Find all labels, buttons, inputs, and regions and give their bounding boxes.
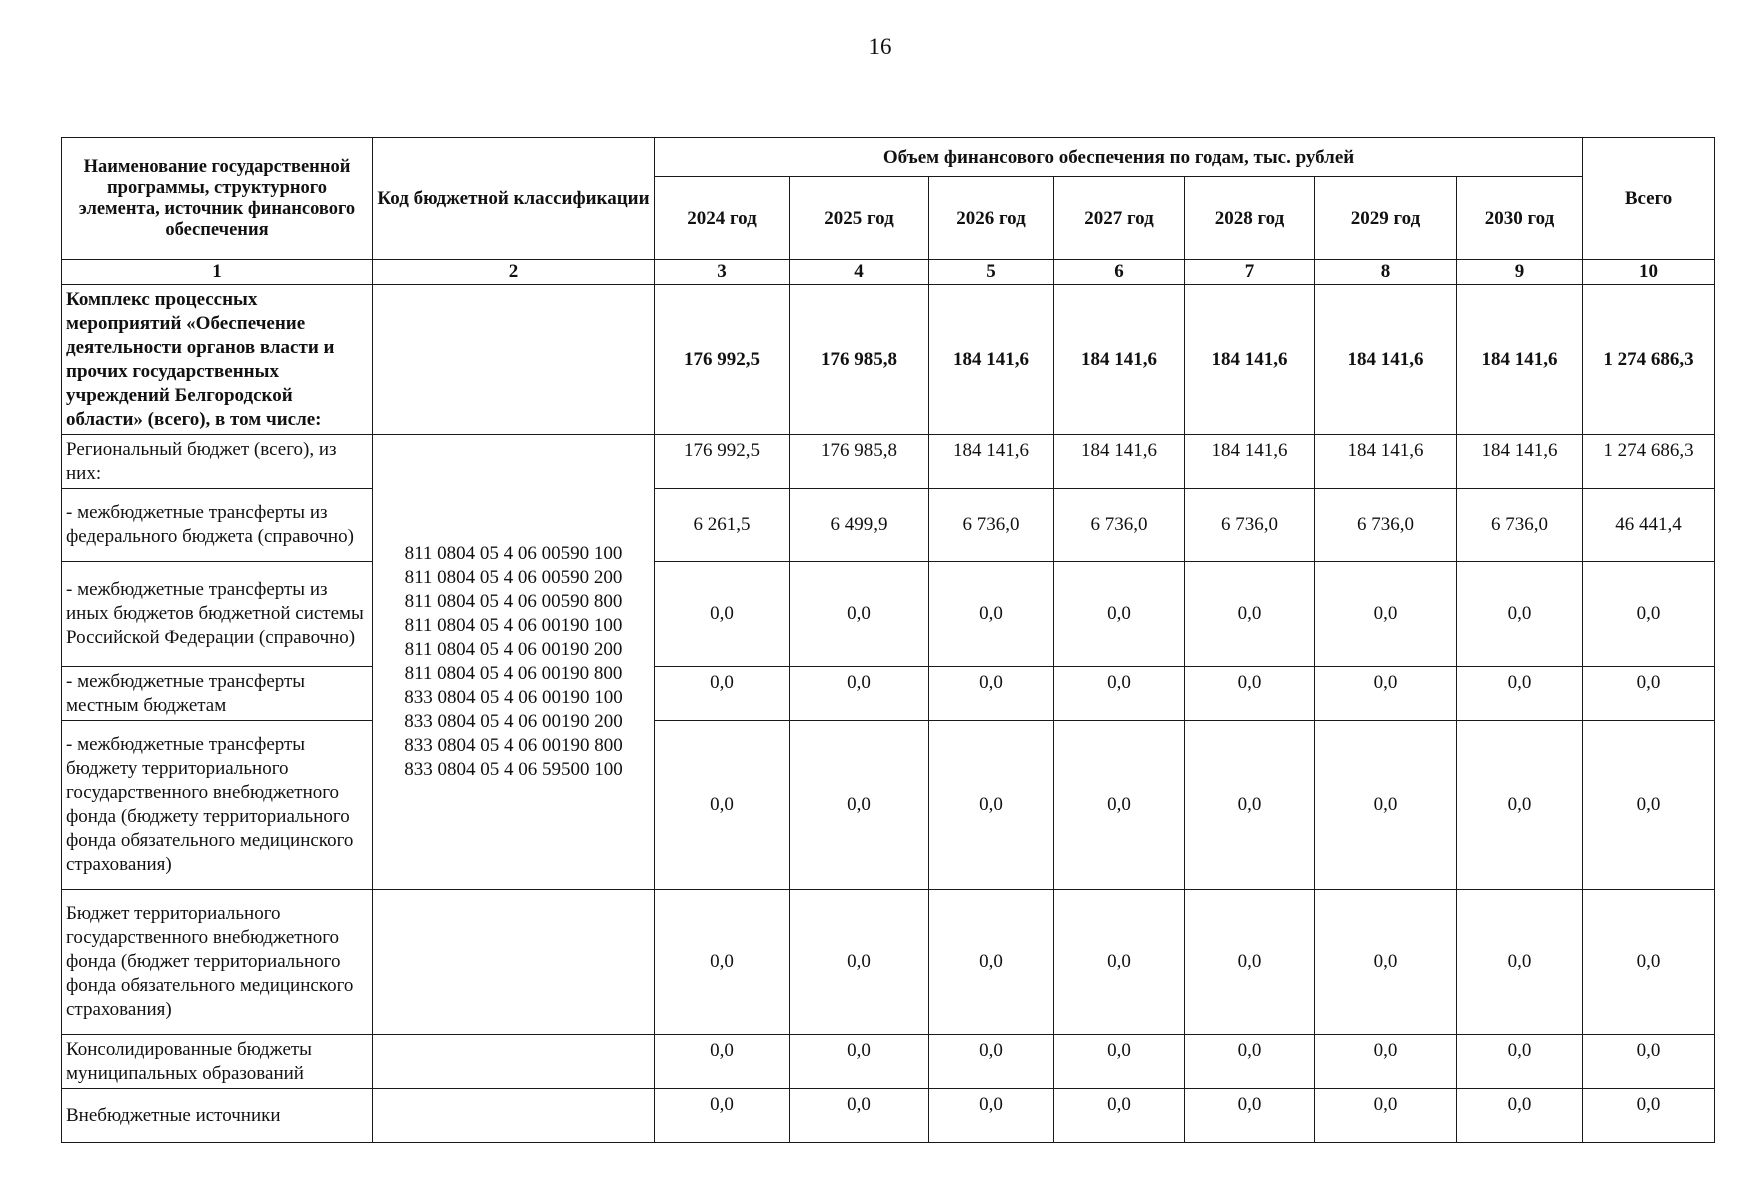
value-2029: 6 736,0 — [1315, 489, 1457, 562]
row-name: - межбюджетные трансферты из иных бюджетов бюджетной системы Российской Федерации (справочно) — [62, 562, 373, 667]
value-2024: 176 992,5 — [655, 285, 790, 435]
value-2027: 0,0 — [1054, 890, 1185, 1035]
value-2028: 184 141,6 — [1185, 435, 1315, 489]
row-name: Консолидированные бюджеты муниципальных образований — [62, 1035, 373, 1089]
value-2025: 0,0 — [790, 667, 929, 721]
column-number: 8 — [1315, 260, 1457, 285]
budget-codes-cell — [373, 435, 655, 890]
table-row-extrabudgetary-sources — [62, 1089, 1715, 1143]
value-2024: 0,0 — [655, 1035, 790, 1089]
table-row-federal-transfers — [62, 489, 1715, 562]
value-2027: 0,0 — [1054, 562, 1185, 667]
header-year-2029: 2029 год — [1315, 177, 1457, 260]
header-volume: Объем финансового обеспечения по годам, тыс. рублей — [655, 138, 1583, 177]
value-total: 0,0 — [1583, 1035, 1715, 1089]
value-2026: 0,0 — [929, 890, 1054, 1035]
value-2028: 0,0 — [1185, 562, 1315, 667]
column-number: 4 — [790, 260, 929, 285]
header-year-2024: 2024 год — [655, 177, 790, 260]
value-2028: 0,0 — [1185, 890, 1315, 1035]
value-2030: 184 141,6 — [1457, 285, 1583, 435]
value-2026: 184 141,6 — [929, 285, 1054, 435]
value-2026: 0,0 — [929, 721, 1054, 890]
value-2026: 0,0 — [929, 562, 1054, 667]
value-2025: 176 985,8 — [790, 285, 929, 435]
value-2027: 0,0 — [1054, 667, 1185, 721]
value-2024: 6 261,5 — [655, 489, 790, 562]
column-number-row — [62, 260, 1715, 285]
value-2029: 0,0 — [1315, 1089, 1457, 1143]
value-total: 0,0 — [1583, 1089, 1715, 1143]
value-2027: 0,0 — [1054, 1089, 1185, 1143]
row-name: Бюджет территориального государственного внебюджетного фонда (бюджет территориального фонда обязательного медицинского страхования) — [62, 890, 373, 1035]
budget-code: 811 0804 05 4 06 00590 100 — [404, 543, 623, 564]
value-total: 0,0 — [1583, 721, 1715, 890]
value-total: 0,0 — [1583, 890, 1715, 1035]
budget-code: 833 0804 05 4 06 00190 200 — [404, 711, 623, 732]
value-2025: 0,0 — [790, 1089, 929, 1143]
value-2024: 0,0 — [655, 562, 790, 667]
table-row-territorial-fund-budget — [62, 890, 1715, 1035]
budget-code: 811 0804 05 4 06 00190 800 — [404, 663, 623, 684]
code-cell-empty — [373, 1035, 655, 1089]
table-row-regional-budget — [62, 435, 1715, 489]
value-2030: 0,0 — [1457, 890, 1583, 1035]
budget-code: 811 0804 05 4 06 00590 200 — [404, 567, 623, 588]
value-2025: 6 499,9 — [790, 489, 929, 562]
budget-code: 833 0804 05 4 06 00190 800 — [404, 735, 623, 756]
value-2030: 0,0 — [1457, 1035, 1583, 1089]
column-number: 7 — [1185, 260, 1315, 285]
value-2027: 0,0 — [1054, 721, 1185, 890]
column-number: 9 — [1457, 260, 1583, 285]
header-row-1 — [62, 138, 1715, 177]
value-2026: 6 736,0 — [929, 489, 1054, 562]
value-2024: 0,0 — [655, 1089, 790, 1143]
value-2027: 0,0 — [1054, 1035, 1185, 1089]
value-total: 1 274 686,3 — [1583, 285, 1715, 435]
value-2030: 0,0 — [1457, 721, 1583, 890]
value-2027: 6 736,0 — [1054, 489, 1185, 562]
budget-code: 833 0804 05 4 06 00190 100 — [404, 687, 623, 708]
value-2029: 0,0 — [1315, 1035, 1457, 1089]
column-number: 1 — [62, 260, 373, 285]
value-2028: 0,0 — [1185, 1089, 1315, 1143]
header-year-2025: 2025 год — [790, 177, 929, 260]
budget-code: 811 0804 05 4 06 00590 800 — [404, 591, 623, 612]
value-2029: 0,0 — [1315, 562, 1457, 667]
value-2027: 184 141,6 — [1054, 435, 1185, 489]
financing-table — [61, 137, 1715, 1143]
header-year-2027: 2027 год — [1054, 177, 1185, 260]
row-name: - межбюджетные трансферты бюджету территориального государственного внебюджетного фонда (бюджету территориального фонда обязательного медицинского страхования) — [62, 721, 373, 890]
code-cell-empty — [373, 890, 655, 1035]
header-total: Всего — [1583, 138, 1715, 260]
value-2028: 0,0 — [1185, 1035, 1315, 1089]
table-row-other-budget-transfers — [62, 562, 1715, 667]
value-2024: 176 992,5 — [655, 435, 790, 489]
row-name: Внебюджетные источники — [62, 1089, 373, 1143]
row-name: Комплекс процессных мероприятий «Обеспечение деятельности органов власти и прочих государственных учреждений Белгородской области» (всего), в том числе: — [62, 285, 373, 435]
value-total: 0,0 — [1583, 667, 1715, 721]
value-2026: 0,0 — [929, 1089, 1054, 1143]
value-2030: 6 736,0 — [1457, 489, 1583, 562]
column-number: 10 — [1583, 260, 1715, 285]
value-2029: 184 141,6 — [1315, 435, 1457, 489]
page-number: 16 — [868, 34, 892, 59]
code-cell-empty — [373, 1089, 655, 1143]
value-2024: 0,0 — [655, 721, 790, 890]
header-year-2028: 2028 год — [1185, 177, 1315, 260]
value-2025: 0,0 — [790, 562, 929, 667]
value-2026: 0,0 — [929, 667, 1054, 721]
value-2029: 0,0 — [1315, 721, 1457, 890]
header-name: Наименование государственной программы, структурного элемента, источник финансового обеспечения — [62, 138, 373, 260]
value-2030: 0,0 — [1457, 667, 1583, 721]
header-year-2030: 2030 год — [1457, 177, 1583, 260]
value-total: 1 274 686,3 — [1583, 435, 1715, 489]
value-2026: 0,0 — [929, 1035, 1054, 1089]
value-2024: 0,0 — [655, 667, 790, 721]
value-total: 0,0 — [1583, 562, 1715, 667]
value-2026: 184 141,6 — [929, 435, 1054, 489]
value-2027: 184 141,6 — [1054, 285, 1185, 435]
header-code: Код бюджетной классификации — [373, 138, 655, 260]
value-2029: 0,0 — [1315, 890, 1457, 1035]
column-number: 3 — [655, 260, 790, 285]
table-header — [62, 138, 1715, 285]
value-2028: 184 141,6 — [1185, 285, 1315, 435]
value-2025: 0,0 — [790, 890, 929, 1035]
column-number: 2 — [373, 260, 655, 285]
row-name: Региональный бюджет (всего), из них: — [62, 435, 373, 489]
value-2030: 0,0 — [1457, 1089, 1583, 1143]
value-total: 46 441,4 — [1583, 489, 1715, 562]
value-2030: 0,0 — [1457, 562, 1583, 667]
header-year-2026: 2026 год — [929, 177, 1054, 260]
value-2025: 176 985,8 — [790, 435, 929, 489]
table-row-local-budget-transfers — [62, 667, 1715, 721]
value-2028: 6 736,0 — [1185, 489, 1315, 562]
table-row-complex-total — [62, 285, 1715, 435]
value-2024: 0,0 — [655, 890, 790, 1035]
value-2028: 0,0 — [1185, 721, 1315, 890]
budget-code: 811 0804 05 4 06 00190 200 — [404, 639, 623, 660]
budget-code: 833 0804 05 4 06 59500 100 — [404, 759, 623, 780]
value-2029: 0,0 — [1315, 667, 1457, 721]
value-2029: 184 141,6 — [1315, 285, 1457, 435]
column-number: 6 — [1054, 260, 1185, 285]
table-row-consolidated-budgets — [62, 1035, 1715, 1089]
value-2025: 0,0 — [790, 1035, 929, 1089]
table-row-fund-transfers — [62, 721, 1715, 890]
value-2025: 0,0 — [790, 721, 929, 890]
code-cell-empty — [373, 285, 655, 435]
row-name: - межбюджетные трансферты из федерального бюджета (справочно) — [62, 489, 373, 562]
budget-code: 811 0804 05 4 06 00190 100 — [404, 615, 623, 636]
column-number: 5 — [929, 260, 1054, 285]
table-body — [62, 285, 1715, 1143]
row-name: - межбюджетные трансферты местным бюджетам — [62, 667, 373, 721]
value-2028: 0,0 — [1185, 667, 1315, 721]
value-2030: 184 141,6 — [1457, 435, 1583, 489]
